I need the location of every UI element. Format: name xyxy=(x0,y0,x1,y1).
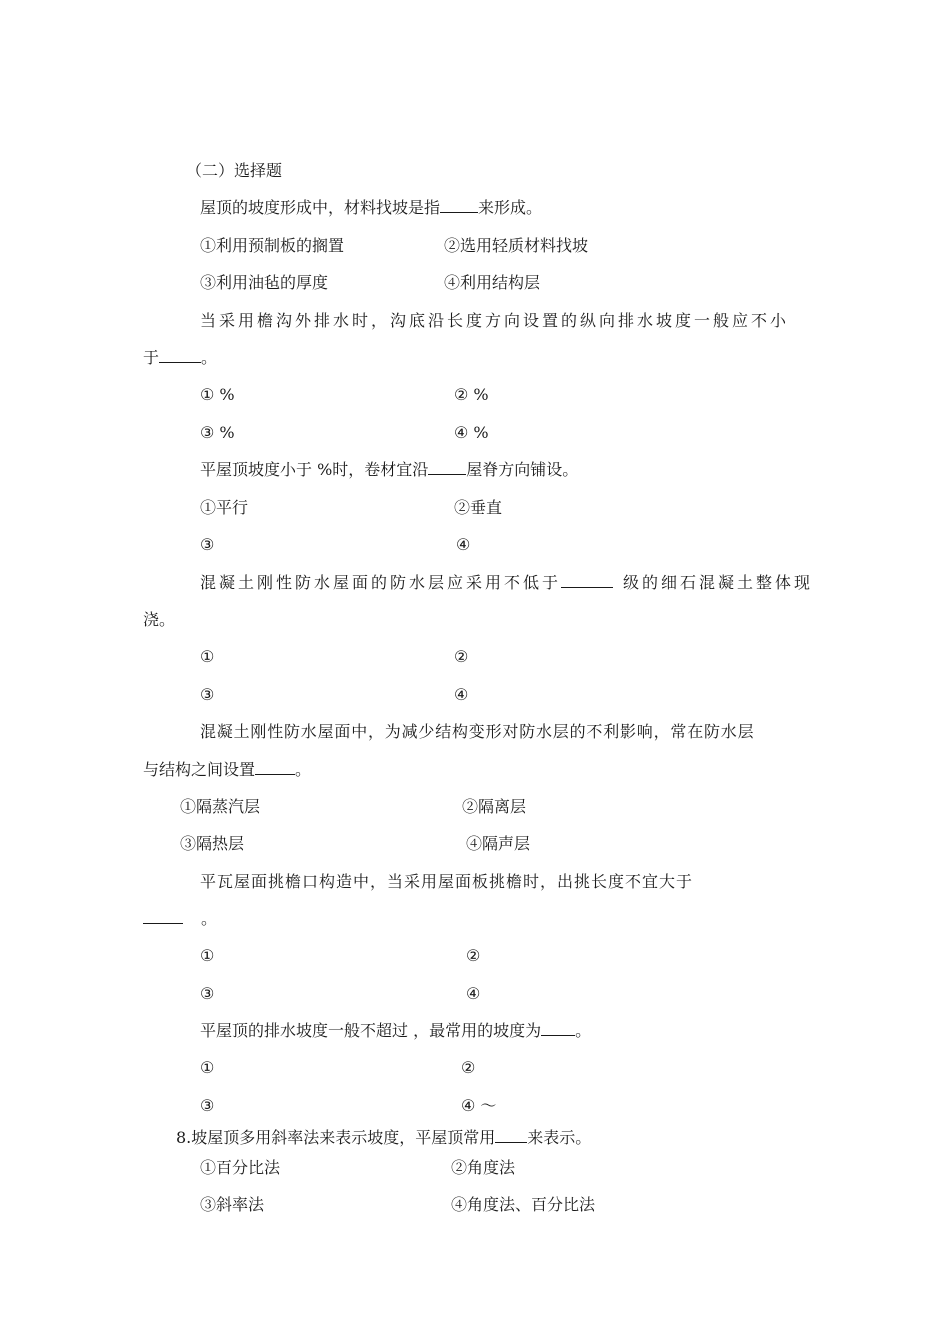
question-1-stem-after: 来形成。 xyxy=(478,198,543,217)
question-2-stem-continued xyxy=(143,348,217,368)
question-8-option-3: ③斜率法 xyxy=(200,1195,265,1214)
question-2-option-1: ① % xyxy=(200,385,235,404)
question-5-option-3: ③隔热层 xyxy=(180,834,245,853)
question-4-option-1: ① xyxy=(200,647,215,666)
answer-blank xyxy=(159,348,201,363)
question-3-option-1: ①平行 xyxy=(200,498,249,517)
question-5-stem: 混凝土刚性防水屋面中，为减少结构变形对防水层的不利影响，常在防水层 xyxy=(200,722,755,741)
question-7-option-1: ① xyxy=(200,1058,215,1077)
answer-blank xyxy=(143,909,183,924)
question-1-option-4: ④利用结构层 xyxy=(444,273,541,292)
question-5-stem-cont-after: 。 xyxy=(295,760,312,779)
question-1-option-3: ③利用油毡的厚度 xyxy=(200,273,329,292)
question-4-stem-after: 级的细石混凝土整体现 xyxy=(623,573,814,592)
question-1-stem-before: 屋顶的坡度形成中，材料找坡是指 xyxy=(200,198,441,217)
answer-blank xyxy=(561,573,613,588)
question-6-option-1: ① xyxy=(200,946,215,965)
question-6-option-3: ③ xyxy=(200,984,215,1003)
question-8-option-1: ①百分比法 xyxy=(200,1158,281,1177)
question-2-stem-cont-before: 于 xyxy=(143,348,160,367)
question-2-option-3: ③ % xyxy=(200,423,235,442)
question-6-stem-cont-after: 。 xyxy=(201,909,218,928)
answer-blank xyxy=(495,1128,527,1143)
question-3-stem-after: 屋脊方向铺设。 xyxy=(466,460,579,479)
question-5-option-1: ①隔蒸汽层 xyxy=(180,797,261,816)
question-5-stem-continued xyxy=(143,760,311,780)
question-7-option-3: ③ xyxy=(200,1096,215,1115)
question-5-option-4: ④隔声层 xyxy=(466,834,531,853)
answer-blank xyxy=(541,1021,575,1036)
question-3-stem-before: 平屋顶坡度小于 %时，卷材宜沿 xyxy=(200,460,429,479)
answer-blank xyxy=(428,460,466,475)
question-7-stem xyxy=(200,1021,591,1041)
question-3-option-2: ②垂直 xyxy=(454,498,503,517)
question-6-stem-continued xyxy=(143,909,217,929)
question-2-stem: 当采用檐沟外排水时，沟底沿长度方向设置的纵向排水坡度一般应不小 xyxy=(200,311,790,330)
question-7-stem-before: 平屋顶的排水坡度一般不超过 ，最常用的坡度为 xyxy=(200,1021,542,1040)
section-title: （二）选择题 xyxy=(186,161,283,180)
question-6-option-4: ④ xyxy=(466,984,481,1003)
question-7-option-2: ② xyxy=(461,1058,476,1077)
question-8-stem-before: 8.坡屋顶多用斜率法来表示坡度，平屋顶常用 xyxy=(176,1128,496,1147)
question-8-stem xyxy=(176,1128,591,1148)
question-4-option-2: ② xyxy=(454,647,469,666)
answer-blank xyxy=(255,760,295,775)
question-7-stem-after: 。 xyxy=(575,1021,592,1040)
question-3-stem xyxy=(200,460,578,480)
question-4-stem-before: 混凝土刚性防水屋面的防水层应采用不低于 xyxy=(200,573,562,592)
question-5-stem-cont-before: 与结构之间设置 xyxy=(143,760,256,779)
question-1-option-2: ②选用轻质材料找坡 xyxy=(444,236,589,255)
question-3-option-4: ④ xyxy=(456,535,471,554)
question-3-option-3: ③ xyxy=(200,535,215,554)
question-8-stem-after: 来表示。 xyxy=(527,1128,592,1147)
question-2-stem-cont-after: 。 xyxy=(201,348,218,367)
question-4-stem xyxy=(200,573,813,593)
answer-blank xyxy=(440,198,478,213)
question-8-option-2: ②角度法 xyxy=(451,1158,516,1177)
question-4-option-3: ③ xyxy=(200,685,215,704)
question-5-option-2: ②隔离层 xyxy=(462,797,527,816)
question-4-option-4: ④ xyxy=(454,685,469,704)
question-2-option-4: ④ % xyxy=(454,423,489,442)
question-6-stem: 平瓦屋面挑檐口构造中，当采用屋面板挑檐时，出挑长度不宜大于 xyxy=(200,872,694,891)
question-2-option-2: ② % xyxy=(454,385,489,404)
question-8-option-4: ④角度法、百分比法 xyxy=(451,1195,596,1214)
question-7-option-4: ④ ～ xyxy=(461,1096,497,1115)
question-4-stem-continued: 浇。 xyxy=(143,610,176,629)
question-1-stem xyxy=(200,198,542,218)
question-1-option-1: ①利用预制板的搁置 xyxy=(200,236,345,255)
question-6-option-2: ② xyxy=(466,946,481,965)
